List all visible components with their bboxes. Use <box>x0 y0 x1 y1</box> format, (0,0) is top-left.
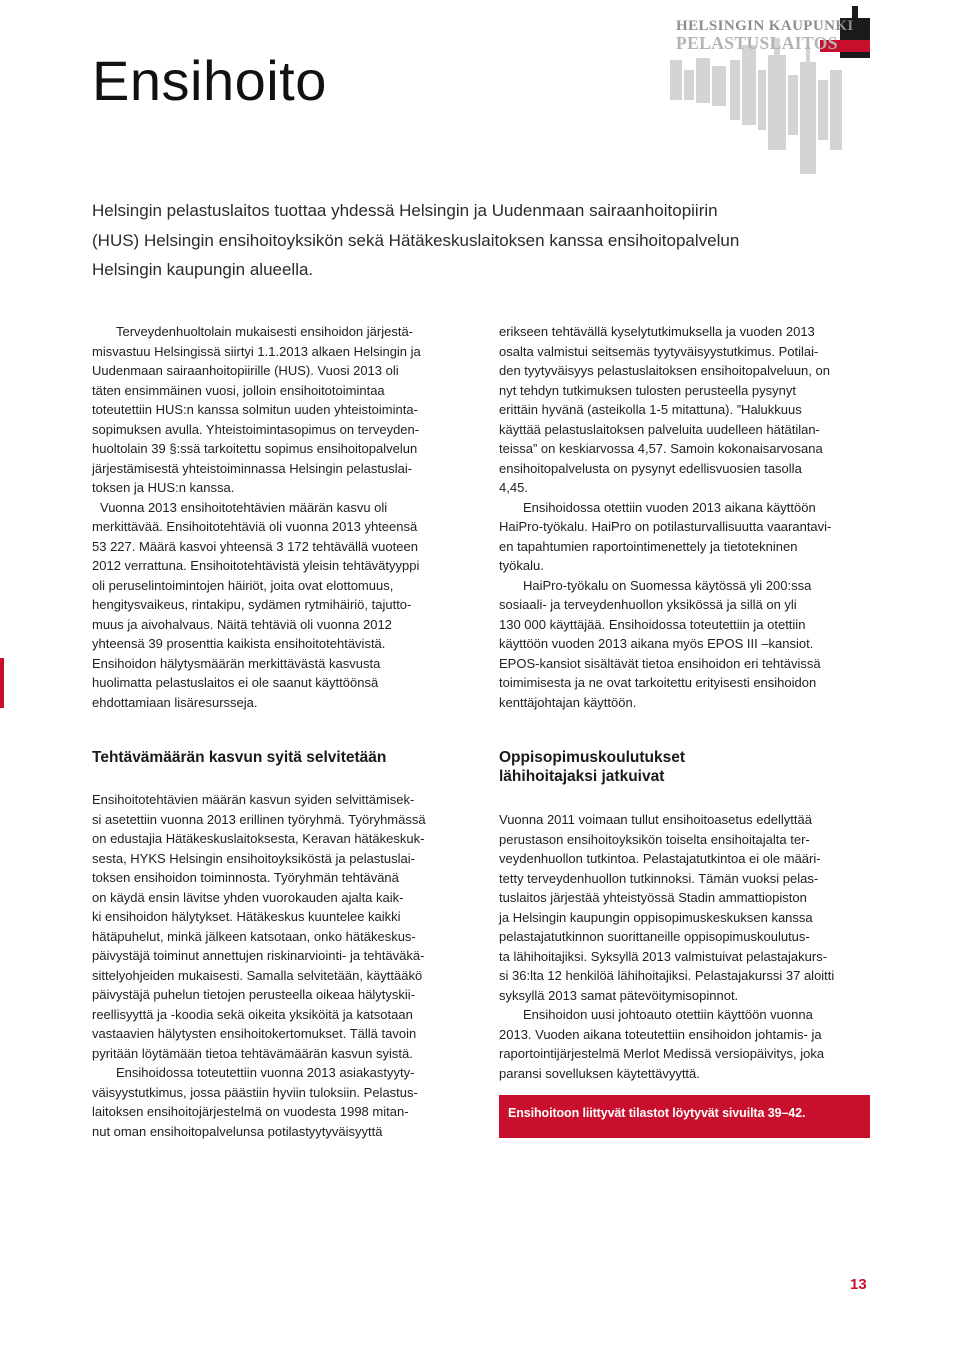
text-line: Ensihoidon uusi johtoauto otettiin käyttöön vuonna <box>523 1007 813 1022</box>
margin-accent-bar <box>0 658 4 708</box>
text-line: muus ja aivohalvaus. Näitä tehtäviä oli vuonna 2012 <box>92 616 392 632</box>
text-line: ensihoitopalvelusta on pysynyt edellisvuosien tasolla <box>499 460 802 476</box>
text-line: kenttäjohtajan käyttöön. <box>499 694 637 710</box>
text-line: 2012 verrattuna. Ensihoitotehtävistä yleisin tehtävätyyppi <box>92 558 420 573</box>
text-line: käyttöön vuoden 2013 aikana myös EPOS III –kansiot. <box>499 636 814 651</box>
text-line: yhteensä 39 prosenttia kaikista ensihoitotehtävistä. <box>92 636 386 651</box>
text-line: ta lähihoitajiksi. Syksyllä 2013 valmistuivat pelastajakurs- <box>499 948 828 964</box>
text-line: pyritään löytämään tietoa tehtävämäärän kasvun syistä. <box>92 1045 413 1061</box>
text-line: sesta, HYKS Helsingin ensihoitoyksiköstä ja pelastuslai- <box>92 850 415 866</box>
text-line: toksen ja HUS:n kanssa. <box>92 480 235 495</box>
text-line: laitoksen ensihoitojärjestelmä on vuodesta 1998 mitan- <box>92 1104 409 1119</box>
text-line: nut oman ensihoitopalvelunsa potilastyytyväisyyttä <box>92 1123 383 1139</box>
lead-line: Helsingin kaupungin alueella. <box>92 260 314 279</box>
text-line: tetty terveydenhuollon tutkinnoksi. Tämän vuoksi pelas- <box>499 870 819 886</box>
text-line: käyttää pelastuslaitoksen palveluita uudelleen hätätilan- <box>499 421 820 437</box>
text-line: hengitysvaikeus, rintakipu, sydämen rytmihäiriö, tajutto- <box>92 597 412 612</box>
text-line: osalta valmistui seitsemäs tyytyväisyystutkimus. Potilai- <box>499 343 819 359</box>
text-line: väisyystutkimus, jossa päästiin hyviin tuloksiin. Pelastus- <box>92 1084 418 1100</box>
text-line: Terveydenhuoltolain mukaisesti ensihoidon järjestä- <box>116 324 414 339</box>
text-line: perustason ensihoitoyksikön toiselta ensihoitajalta ter- <box>499 831 810 847</box>
text-line: paransi sovelluksen käytettävyyttä. <box>499 1065 700 1081</box>
text-line: huolimatta pelastuslaitos ei ole saanut käyttöönsä <box>92 675 379 690</box>
logo-line-2: PELASTUSLAITOS <box>676 33 838 53</box>
text-line: toksen ensihoidon toiminnosta. Työryhmän tehtävänä <box>92 870 399 885</box>
text-line: sopimuksen avulla. Yhteistoimintasopimus on terveyden- <box>92 421 420 437</box>
organization-logo <box>676 18 866 52</box>
text-line: toteutettiin HUS:n kanssa solmitun uuden yhteistoiminta- <box>92 402 418 417</box>
text-line: syksyllä 2013 samat pätevöitymisopinnot. <box>499 987 739 1003</box>
lead-line: (HUS) Helsingin ensihoitoyksikön sekä Hätäkeskuslaitoksen kanssa ensihoitopalvelun <box>92 230 740 250</box>
lead-line: Helsingin pelastuslaitos tuottaa yhdessä Helsingin ja Uudenmaan sairaanhoitopiirin <box>92 201 718 220</box>
text-line: misvastuu Helsingissä siirtyi 1.1.2013 alkaen Helsingin ja <box>92 343 421 359</box>
text-line: reellisyyttä ja -koodia sekä oikeita yksiköitä ja katsotaan <box>92 1006 413 1022</box>
text-line: sosiaali- ja terveydenhuollon yksikössä ja sillä on yli <box>499 597 797 612</box>
heading-line: Oppisopimuskoulutukset <box>499 749 686 766</box>
text-line: si 36:lta 12 henkilöä lähihoitajiksi. Pelastajakurssi 37 aloitti <box>499 968 835 983</box>
text-line: Vuonna 2011 voimaan tullut ensihoitoasetus edellyttää <box>499 812 812 827</box>
section-heading-growth-causes: Tehtävämäärän kasvun syitä selvitetään <box>92 749 387 766</box>
text-line: tuslaitos järjestää yhteistyössä Stadin ammattiopiston <box>499 890 807 905</box>
text-line: päivystäjä puhelun tietojen perusteella oikeaa hälytyskii- <box>92 987 416 1002</box>
text-line: erittäin hyvänä (asteikolla 1-5 mitattuna). ”Halukkuus <box>499 402 802 417</box>
text-line: on käydä ensin lävitse yhden vuorokauden ajalta kaik- <box>92 889 404 905</box>
text-line: hätäpuhelut, minkä jälkeen katsotaan, onko hätäkeskus- <box>92 928 416 944</box>
text-line: huoltolain 39 §:ssä tarkoitettu sopimus ensihoitopalvelun <box>92 441 418 456</box>
text-line: pelastajatutkinnon suorittaneille oppisopimuskoulutus- <box>499 929 810 944</box>
text-line: ehdottamiaan lisäresursseja. <box>92 694 258 710</box>
text-line: sittelyohjeiden mukaisesti. Samalla selvitetään, käyttääkö <box>92 967 423 983</box>
text-line: Ensihoidossa otettiin vuoden 2013 aikana käyttöön <box>523 499 816 515</box>
text-line: oli peruselintoimintojen häiriöt, joita ovat elottomuus, <box>92 577 394 593</box>
text-line: merkittävää. Ensihoitotehtäviä oli vuonna 2013 yhteensä <box>92 519 418 534</box>
section-heading-apprenticeship <box>499 748 871 786</box>
section-body-left <box>92 790 464 1141</box>
text-line: si asetettiin vuonna 2013 erillinen työryhmä. Työryhmässä <box>92 811 426 827</box>
text-line: ki ensihoidon hälytykset. Hätäkeskus kuuntelee kaikki <box>92 909 401 924</box>
text-line: vastaavien hälytysten ensihoitokertomukset. Tällä tavoin <box>92 1026 417 1041</box>
text-line: Vuonna 2013 ensihoitotehtävien määrän kasvu oli <box>100 499 388 515</box>
text-line: veydenhuollon tutkintoa. Pelastajatutkintoa ei ole määri- <box>499 851 821 866</box>
text-line: den tyytyväisyys pelastuslaitoksen ensihoitopalveluun, on <box>499 363 830 378</box>
page-number: 13 <box>850 1276 867 1293</box>
text-line: Ensihoidon hälytysmäärän merkittävästä kasvusta <box>92 655 381 671</box>
text-line: Uudenmaan sairaanhoitopiirille (HUS). Vuosi 2013 oli <box>92 363 399 378</box>
text-line: täten ensimmäinen vuosi, jolloin ensihoitotoimintaa <box>92 382 385 398</box>
text-line: Ensihoidossa toteutettiin vuonna 2013 asiakastyyty- <box>116 1065 415 1080</box>
text-line: en tapahtumien raportointimenettely ja tietotekninen <box>499 538 798 554</box>
body-column-left <box>92 322 464 712</box>
text-line: nyt tehdyn tutkimuksen tulosten perusteella pysynyt <box>499 382 796 398</box>
lead-paragraph <box>92 196 852 285</box>
text-line: teissa” on keskiarvossa 4,57. Samoin kokonaisarvosana <box>499 441 823 456</box>
text-line: on edustajia Hätäkeskuslaitoksesta, Keravan hätäkeskuk- <box>92 831 425 846</box>
text-line: toimimisesta ja ne ovat tarkoitettu erityisesti ensihoidon <box>499 675 817 690</box>
text-line: HaiPro-työkalu. HaiPro on potilasturvallisuutta vaarantavi- <box>499 519 832 534</box>
text-line: työkalu. <box>499 558 544 573</box>
text-line: 4,45. <box>499 480 528 495</box>
text-line: EPOS-kansiot sisältävät tietoa ensihoidon eri tehtävissä <box>499 655 821 671</box>
text-line: 130 000 käyttäjää. Ensihoidossa toteutettiin ja otettiin <box>499 616 806 632</box>
text-line: 53 227. Määrä kasvoi yhteensä 3 172 tehtävällä vuoteen <box>92 538 418 554</box>
text-line: erikseen tehtävällä kyselytutkimuksella ja vuoden 2013 <box>499 324 815 339</box>
text-line: järjestämisestä yhteistoiminnassa Helsingin pelastuslai- <box>92 460 413 476</box>
body-column-right <box>499 322 871 712</box>
text-line: HaiPro-työkalu on Suomessa käytössä yli 200:ssa <box>523 577 812 593</box>
statistics-reference-box: Ensihoitoon liittyvät tilastot löytyvät sivuilta 39–42. <box>499 1095 870 1138</box>
text-line: 2013. Vuoden aikana toteutettiin ensihoidon johtamis- ja <box>499 1026 822 1042</box>
page-title: Ensihoito <box>92 49 327 112</box>
text-line: raportointijärjestelmä Merlot Medissä versiopäivitys, joka <box>499 1046 825 1061</box>
heading-line: lähihoitajaksi jatkuivat <box>499 768 665 785</box>
text-line: päivystäjä toiminut annettujen riskinarviointi- ja tehtäväkä- <box>92 948 425 963</box>
text-line: ja Helsingin kaupungin oppisopimuskeskuksen kanssa <box>499 909 813 925</box>
section-body-right <box>499 810 871 1083</box>
logo-line-1: HELSINGIN KAUPUNKI <box>676 18 854 34</box>
text-line: Ensihoitotehtävien määrän kasvun syiden selvittämisek- <box>92 792 415 807</box>
